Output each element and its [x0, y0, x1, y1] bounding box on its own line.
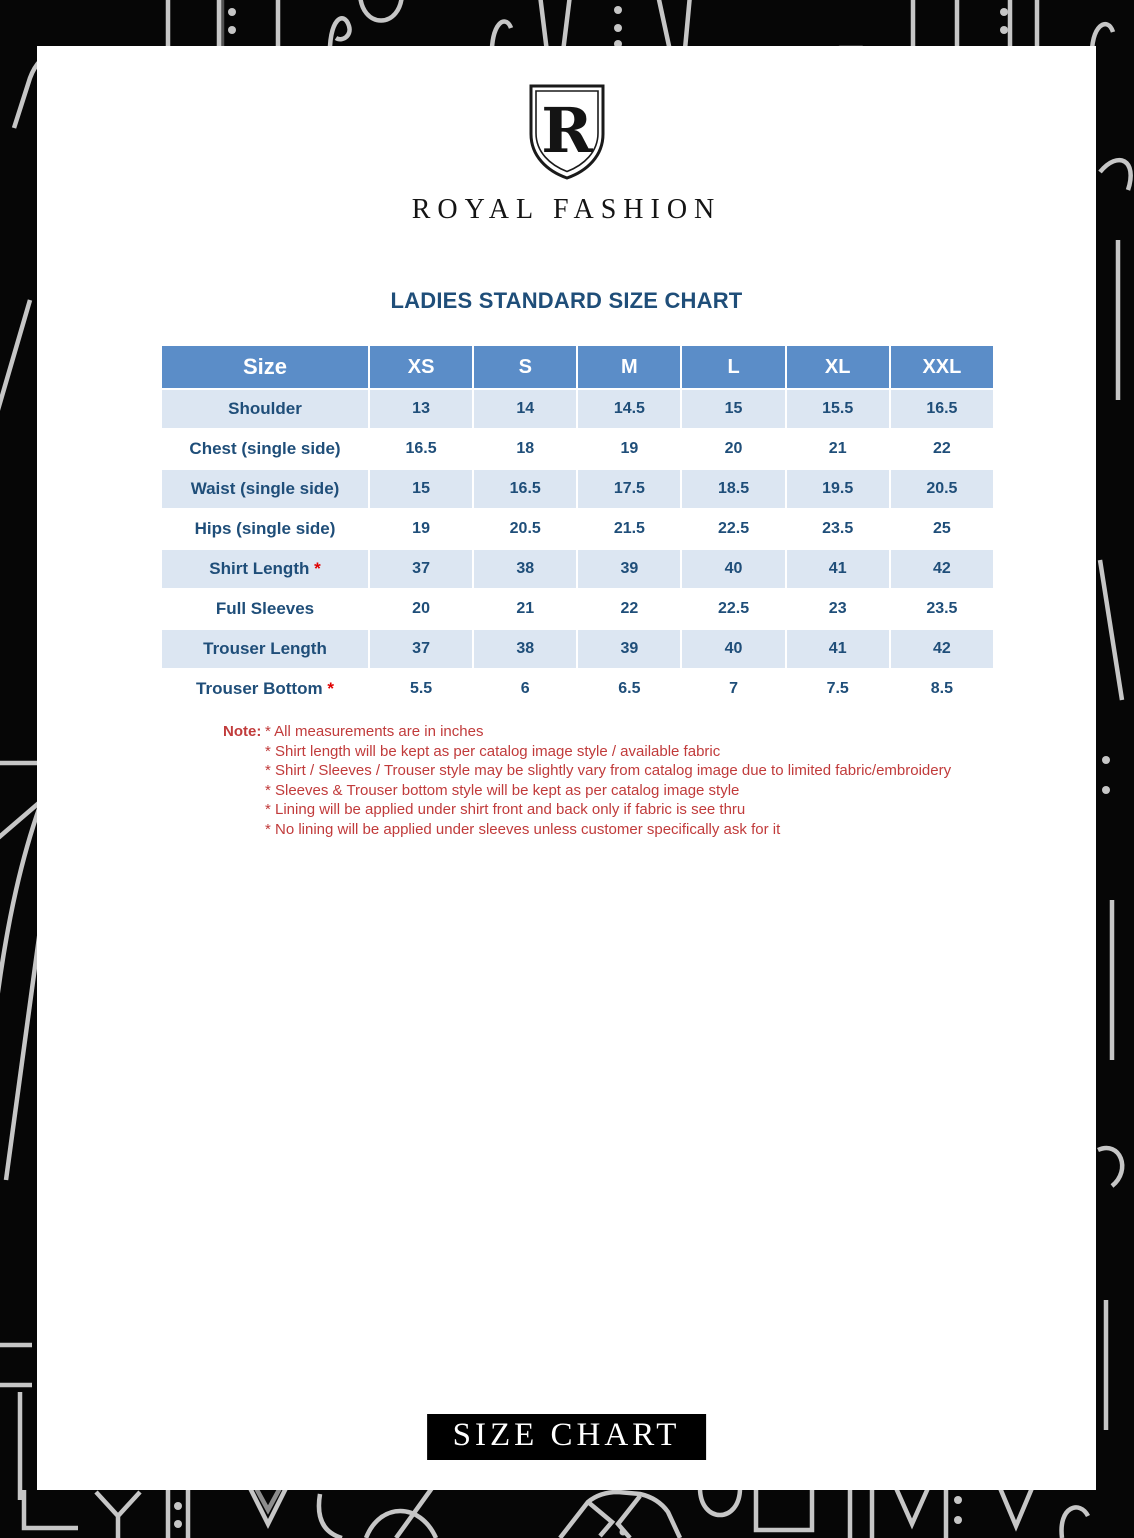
required-asterisk: * [327, 679, 334, 698]
size-value-cell: 14.5 [578, 390, 680, 428]
measurement-label-text: Chest (single side) [189, 439, 341, 458]
table-row [162, 670, 993, 708]
measurement-label [162, 470, 368, 508]
size-value-cell: 37 [370, 630, 472, 668]
size-value-cell: 16.5 [474, 470, 576, 508]
brand-name: ROYAL FASHION [411, 194, 722, 225]
size-value-cell: 22.5 [682, 590, 784, 628]
size-value-cell: 13 [370, 390, 472, 428]
table-row [162, 630, 993, 668]
size-value-cell: 23 [787, 590, 889, 628]
size-column-xxl: XXL [891, 346, 993, 388]
size-column-xs: XS [370, 346, 472, 388]
size-value-cell: 23.5 [891, 590, 993, 628]
size-table-header-row [162, 346, 993, 388]
size-value-cell: 21 [474, 590, 576, 628]
size-value-cell: 38 [474, 630, 576, 668]
size-value-cell: 21.5 [578, 510, 680, 548]
size-value-cell: 25 [891, 510, 993, 548]
measurement-label-text: Trouser Bottom [196, 679, 323, 698]
measurement-label [162, 630, 368, 668]
size-value-cell: 42 [891, 550, 993, 588]
measurement-label-text: Waist (single side) [190, 479, 340, 498]
size-value-cell: 7 [682, 670, 784, 708]
size-value-cell: 8.5 [891, 670, 993, 708]
note-item: * Sleeves & Trouser bottom style will be kept as per catalog image style [265, 781, 740, 799]
size-value-cell: 41 [787, 550, 889, 588]
size-value-cell: 16.5 [891, 390, 993, 428]
notes-list [265, 722, 1013, 840]
size-value-cell: 19 [578, 430, 680, 468]
size-value-cell: 14 [474, 390, 576, 428]
shield-logo-icon [525, 82, 609, 182]
page-title: LADIES STANDARD SIZE CHART [390, 288, 743, 313]
size-value-cell: 38 [474, 550, 576, 588]
size-chart-banner: SIZE CHART [427, 1414, 707, 1460]
size-column-s: S [474, 346, 576, 388]
table-row [162, 590, 993, 628]
size-value-cell: 21 [787, 430, 889, 468]
size-value-cell: 20.5 [891, 470, 993, 508]
size-value-cell: 23.5 [787, 510, 889, 548]
measurement-label-text: Trouser Length [203, 639, 327, 658]
size-column-header: Size [162, 346, 368, 388]
size-value-cell: 39 [578, 630, 680, 668]
required-asterisk: * [314, 559, 321, 578]
size-value-cell: 6 [474, 670, 576, 708]
table-row [162, 510, 993, 548]
size-value-cell: 18 [474, 430, 576, 468]
size-column-l: L [682, 346, 784, 388]
size-value-cell: 41 [787, 630, 889, 668]
size-value-cell: 20 [370, 590, 472, 628]
size-value-cell: 6.5 [578, 670, 680, 708]
table-row [162, 390, 993, 428]
table-row [162, 430, 993, 468]
size-value-cell: 22 [578, 590, 680, 628]
measurement-label-text: Shirt Length [209, 559, 310, 578]
size-column-xl: XL [787, 346, 889, 388]
size-value-cell: 20.5 [474, 510, 576, 548]
notes-section [223, 722, 1013, 840]
size-table [160, 344, 995, 710]
size-value-cell: 42 [891, 630, 993, 668]
size-value-cell: 40 [682, 630, 784, 668]
size-value-cell: 7.5 [787, 670, 889, 708]
size-value-cell: 22 [891, 430, 993, 468]
size-value-cell: 20 [682, 430, 784, 468]
size-value-cell: 17.5 [578, 470, 680, 508]
size-value-cell: 15 [370, 470, 472, 508]
size-value-cell: 39 [578, 550, 680, 588]
size-value-cell: 5.5 [370, 670, 472, 708]
note-item: * Lining will be applied under shirt front and back only if fabric is see thru [265, 801, 746, 819]
measurement-label [162, 510, 368, 548]
size-value-cell: 16.5 [370, 430, 472, 468]
table-row [162, 550, 993, 588]
measurement-label [162, 430, 368, 468]
size-column-m: M [578, 346, 680, 388]
brand-logo [37, 82, 1096, 226]
note-item: * Shirt / Sleeves / Trouser style may be slightly vary from catalog image due to limited fabric/embroidery [265, 762, 952, 780]
measurement-label-text: Shoulder [228, 399, 302, 418]
size-value-cell: 19.5 [787, 470, 889, 508]
table-row [162, 470, 993, 508]
note-item: * Shirt length will be kept as per catalog image style / available fabric [265, 742, 721, 760]
size-value-cell: 18.5 [682, 470, 784, 508]
measurement-label-text: Full Sleeves [215, 599, 315, 618]
content-panel [37, 46, 1096, 1490]
note-item: * All measurements are in inches [265, 723, 484, 740]
size-value-cell: 37 [370, 550, 472, 588]
size-table-container [160, 344, 995, 710]
measurement-label [162, 670, 368, 708]
measurement-label [162, 390, 368, 428]
measurement-label [162, 590, 368, 628]
size-value-cell: 19 [370, 510, 472, 548]
note-item: * No lining will be applied under sleeves unless customer specifically ask for it [265, 820, 781, 838]
size-value-cell: 15 [682, 390, 784, 428]
measurement-label-text: Hips (single side) [194, 519, 336, 538]
size-value-cell: 22.5 [682, 510, 784, 548]
notes-label: Note: [223, 723, 262, 740]
measurement-label [162, 550, 368, 588]
size-value-cell: 15.5 [787, 390, 889, 428]
logo-letter: R [540, 94, 593, 167]
size-value-cell: 40 [682, 550, 784, 588]
